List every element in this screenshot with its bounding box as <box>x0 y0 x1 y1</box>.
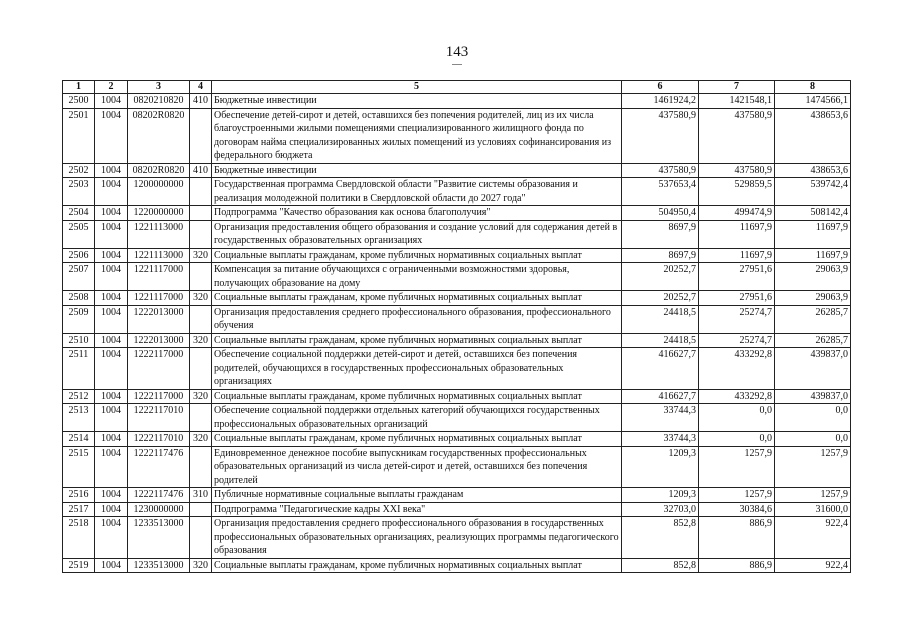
value-col-6: 437580,9 <box>622 108 699 163</box>
value-col-7: 27951,6 <box>699 263 775 291</box>
row-number: 2504 <box>63 206 95 221</box>
value-col-8: 0,0 <box>775 404 851 432</box>
value-col-8: 1257,9 <box>775 488 851 503</box>
expense-type-code <box>190 206 212 221</box>
row-number: 2516 <box>63 488 95 503</box>
table-row <box>63 432 851 447</box>
value-col-7: 433292,8 <box>699 348 775 390</box>
section-code: 1004 <box>95 94 128 109</box>
row-description: Единовременное денежное пособие выпускникам государственных профессиональных образовательных организаций из числа детей-сирот и детей, оставшихся без попечения родителей <box>212 446 622 488</box>
value-col-6: 32703,0 <box>622 502 699 517</box>
value-col-8: 26285,7 <box>775 305 851 333</box>
table-row <box>63 248 851 263</box>
header-col-7: 7 <box>699 81 775 94</box>
value-col-7: 437580,9 <box>699 163 775 178</box>
target-article-code: 0820210820 <box>128 94 190 109</box>
table-row <box>63 220 851 248</box>
section-code: 1004 <box>95 517 128 559</box>
row-description: Бюджетные инвестиции <box>212 163 622 178</box>
value-col-6: 24418,5 <box>622 305 699 333</box>
header-col-2: 2 <box>95 81 128 94</box>
value-col-6: 33744,3 <box>622 404 699 432</box>
value-col-7: 25274,7 <box>699 305 775 333</box>
row-description: Социальные выплаты гражданам, кроме публичных нормативных социальных выплат <box>212 333 622 348</box>
row-number: 2501 <box>63 108 95 163</box>
value-col-7: 27951,6 <box>699 291 775 306</box>
row-description: Социальные выплаты гражданам, кроме публичных нормативных социальных выплат <box>212 389 622 404</box>
expense-type-code: 320 <box>190 248 212 263</box>
table-row <box>63 178 851 206</box>
target-article-code: 1221117000 <box>128 291 190 306</box>
target-article-code: 1220000000 <box>128 206 190 221</box>
row-description: Организация предоставления среднего профессионального образования, профессионального обучения <box>212 305 622 333</box>
target-article-code: 1222117476 <box>128 446 190 488</box>
value-col-6: 416627,7 <box>622 389 699 404</box>
value-col-7: 886,9 <box>699 517 775 559</box>
value-col-7: 0,0 <box>699 404 775 432</box>
target-article-code: 08202R0820 <box>128 108 190 163</box>
target-article-code: 1233513000 <box>128 517 190 559</box>
section-code: 1004 <box>95 558 128 573</box>
row-number: 2506 <box>63 248 95 263</box>
row-description: Социальные выплаты гражданам, кроме публичных нормативных социальных выплат <box>212 558 622 573</box>
target-article-code: 1222117010 <box>128 432 190 447</box>
row-description: Публичные нормативные социальные выплаты гражданам <box>212 488 622 503</box>
table-row <box>63 163 851 178</box>
row-number: 2519 <box>63 558 95 573</box>
target-article-code: 1222117476 <box>128 488 190 503</box>
row-description: Обеспечение детей-сирот и детей, оставшихся без попечения родителей, лиц из их числа благоустроенными жилыми помещениями специализированного жилищного фонда по договорам найма специализированных жилых помещений из условиях софинансирования из федерального бюджета <box>212 108 622 163</box>
row-number: 2515 <box>63 446 95 488</box>
value-col-8: 439837,0 <box>775 348 851 390</box>
section-code: 1004 <box>95 248 128 263</box>
section-code: 1004 <box>95 263 128 291</box>
target-article-code: 1222013000 <box>128 333 190 348</box>
target-article-code: 1222117000 <box>128 389 190 404</box>
section-code: 1004 <box>95 432 128 447</box>
expense-type-code <box>190 263 212 291</box>
section-code: 1004 <box>95 502 128 517</box>
row-number: 2503 <box>63 178 95 206</box>
expense-type-code: 310 <box>190 488 212 503</box>
target-article-code: 1222117010 <box>128 404 190 432</box>
value-col-6: 416627,7 <box>622 348 699 390</box>
table-row <box>63 404 851 432</box>
row-number: 2508 <box>63 291 95 306</box>
table-row <box>63 348 851 390</box>
target-article-code: 1230000000 <box>128 502 190 517</box>
section-code: 1004 <box>95 348 128 390</box>
target-article-code: 1221117000 <box>128 263 190 291</box>
expense-type-code <box>190 348 212 390</box>
row-description: Социальные выплаты гражданам, кроме публичных нормативных социальных выплат <box>212 291 622 306</box>
section-code: 1004 <box>95 291 128 306</box>
value-col-6: 20252,7 <box>622 291 699 306</box>
section-code: 1004 <box>95 404 128 432</box>
target-article-code: 1200000000 <box>128 178 190 206</box>
value-col-8: 439837,0 <box>775 389 851 404</box>
section-code: 1004 <box>95 333 128 348</box>
value-col-6: 1461924,2 <box>622 94 699 109</box>
value-col-8: 1257,9 <box>775 446 851 488</box>
page-number: 143 <box>445 44 469 60</box>
value-col-8: 26285,7 <box>775 333 851 348</box>
row-description: Обеспечение социальной поддержки детей-сирот и детей, оставшихся без попечения родителей, обучающихся в государственных профессиональных образовательных организациях <box>212 348 622 390</box>
header-col-3: 3 <box>128 81 190 94</box>
value-col-8: 31600,0 <box>775 502 851 517</box>
value-col-6: 852,8 <box>622 558 699 573</box>
row-number: 2507 <box>63 263 95 291</box>
row-description: Социальные выплаты гражданам, кроме публичных нормативных социальных выплат <box>212 432 622 447</box>
header-col-8: 8 <box>775 81 851 94</box>
value-col-8: 438653,6 <box>775 108 851 163</box>
value-col-7: 529859,5 <box>699 178 775 206</box>
value-col-8: 438653,6 <box>775 163 851 178</box>
target-article-code: 1222013000 <box>128 305 190 333</box>
row-description: Подпрограмма "Качество образования как основа благополучия" <box>212 206 622 221</box>
value-col-8: 922,4 <box>775 558 851 573</box>
target-article-code: 1222117000 <box>128 348 190 390</box>
section-code: 1004 <box>95 206 128 221</box>
row-description: Государственная программа Свердловской области "Развитие системы образования и реализация молодежной политики в Свердловской области до 2027 года" <box>212 178 622 206</box>
value-col-7: 30384,6 <box>699 502 775 517</box>
value-col-7: 11697,9 <box>699 248 775 263</box>
section-code: 1004 <box>95 446 128 488</box>
value-col-6: 1209,3 <box>622 488 699 503</box>
value-col-8: 11697,9 <box>775 220 851 248</box>
section-code: 1004 <box>95 220 128 248</box>
table-row <box>63 389 851 404</box>
value-col-7: 11697,9 <box>699 220 775 248</box>
expense-type-code <box>190 446 212 488</box>
table-row <box>63 558 851 573</box>
row-number: 2510 <box>63 333 95 348</box>
expense-type-code: 410 <box>190 94 212 109</box>
value-col-7: 499474,9 <box>699 206 775 221</box>
target-article-code: 08202R0820 <box>128 163 190 178</box>
value-col-6: 504950,4 <box>622 206 699 221</box>
value-col-6: 437580,9 <box>622 163 699 178</box>
expense-type-code: 410 <box>190 163 212 178</box>
section-code: 1004 <box>95 488 128 503</box>
expense-type-code: 320 <box>190 291 212 306</box>
value-col-8: 539742,4 <box>775 178 851 206</box>
row-description: Бюджетные инвестиции <box>212 94 622 109</box>
expense-type-code <box>190 220 212 248</box>
row-number: 2517 <box>63 502 95 517</box>
header-col-5: 5 <box>212 81 622 94</box>
table-row <box>63 488 851 503</box>
value-col-8: 29063,9 <box>775 263 851 291</box>
expense-type-code <box>190 178 212 206</box>
expense-type-code <box>190 305 212 333</box>
value-col-7: 437580,9 <box>699 108 775 163</box>
section-code: 1004 <box>95 163 128 178</box>
target-article-code: 1221113000 <box>128 248 190 263</box>
row-number: 2505 <box>63 220 95 248</box>
value-col-6: 24418,5 <box>622 333 699 348</box>
section-code: 1004 <box>95 178 128 206</box>
budget-table <box>62 80 851 573</box>
table-body <box>63 94 851 573</box>
value-col-8: 922,4 <box>775 517 851 559</box>
value-col-8: 508142,4 <box>775 206 851 221</box>
value-col-6: 852,8 <box>622 517 699 559</box>
value-col-8: 1474566,1 <box>775 94 851 109</box>
row-number: 2512 <box>63 389 95 404</box>
section-code: 1004 <box>95 108 128 163</box>
table-header <box>63 81 851 94</box>
value-col-7: 433292,8 <box>699 389 775 404</box>
header-col-1: 1 <box>63 81 95 94</box>
value-col-8: 29063,9 <box>775 291 851 306</box>
target-article-code: 1233513000 <box>128 558 190 573</box>
value-col-7: 0,0 <box>699 432 775 447</box>
table-row <box>63 291 851 306</box>
row-number: 2514 <box>63 432 95 447</box>
table-row <box>63 263 851 291</box>
row-number: 2502 <box>63 163 95 178</box>
expense-type-code: 320 <box>190 558 212 573</box>
value-col-7: 1257,9 <box>699 446 775 488</box>
header-col-4: 4 <box>190 81 212 94</box>
header-row <box>63 81 851 94</box>
row-description: Обеспечение социальной поддержки отдельных категорий обучающихся государственных профессиональных образовательных организаций <box>212 404 622 432</box>
table-row <box>63 108 851 163</box>
table-row <box>63 446 851 488</box>
expense-type-code <box>190 108 212 163</box>
value-col-7: 1257,9 <box>699 488 775 503</box>
table-row <box>63 333 851 348</box>
value-col-6: 1209,3 <box>622 446 699 488</box>
value-col-7: 25274,7 <box>699 333 775 348</box>
row-number: 2500 <box>63 94 95 109</box>
value-col-8: 11697,9 <box>775 248 851 263</box>
expense-type-code: 320 <box>190 333 212 348</box>
expense-type-code <box>190 517 212 559</box>
value-col-7: 1421548,1 <box>699 94 775 109</box>
value-col-6: 8697,9 <box>622 248 699 263</box>
row-number: 2518 <box>63 517 95 559</box>
table-row <box>63 305 851 333</box>
expense-type-code: 320 <box>190 432 212 447</box>
value-col-6: 537653,4 <box>622 178 699 206</box>
value-col-6: 8697,9 <box>622 220 699 248</box>
value-col-7: 886,9 <box>699 558 775 573</box>
row-description: Организация предоставления общего образования и создание условий для содержания детей в государственных образовательных организациях <box>212 220 622 248</box>
row-description: Организация предоставления среднего профессионального образования в государственных профессиональных образовательных организациях, реализующих программы педагогического образования <box>212 517 622 559</box>
row-number: 2513 <box>63 404 95 432</box>
value-col-6: 33744,3 <box>622 432 699 447</box>
header-col-6: 6 <box>622 81 699 94</box>
table-row <box>63 94 851 109</box>
expense-type-code: 320 <box>190 389 212 404</box>
value-col-6: 20252,7 <box>622 263 699 291</box>
target-article-code: 1221113000 <box>128 220 190 248</box>
row-description: Компенсация за питание обучающихся с ограниченными возможностями здоровья, получающих образование на дому <box>212 263 622 291</box>
table-row <box>63 517 851 559</box>
table-row <box>63 206 851 221</box>
table-row <box>63 502 851 517</box>
section-code: 1004 <box>95 389 128 404</box>
row-number: 2509 <box>63 305 95 333</box>
expense-type-code <box>190 404 212 432</box>
section-code: 1004 <box>95 305 128 333</box>
expense-type-code <box>190 502 212 517</box>
value-col-8: 0,0 <box>775 432 851 447</box>
row-description: Социальные выплаты гражданам, кроме публичных нормативных социальных выплат <box>212 248 622 263</box>
row-number: 2511 <box>63 348 95 390</box>
page-mark <box>452 64 462 65</box>
row-description: Подпрограмма "Педагогические кадры XXI века" <box>212 502 622 517</box>
